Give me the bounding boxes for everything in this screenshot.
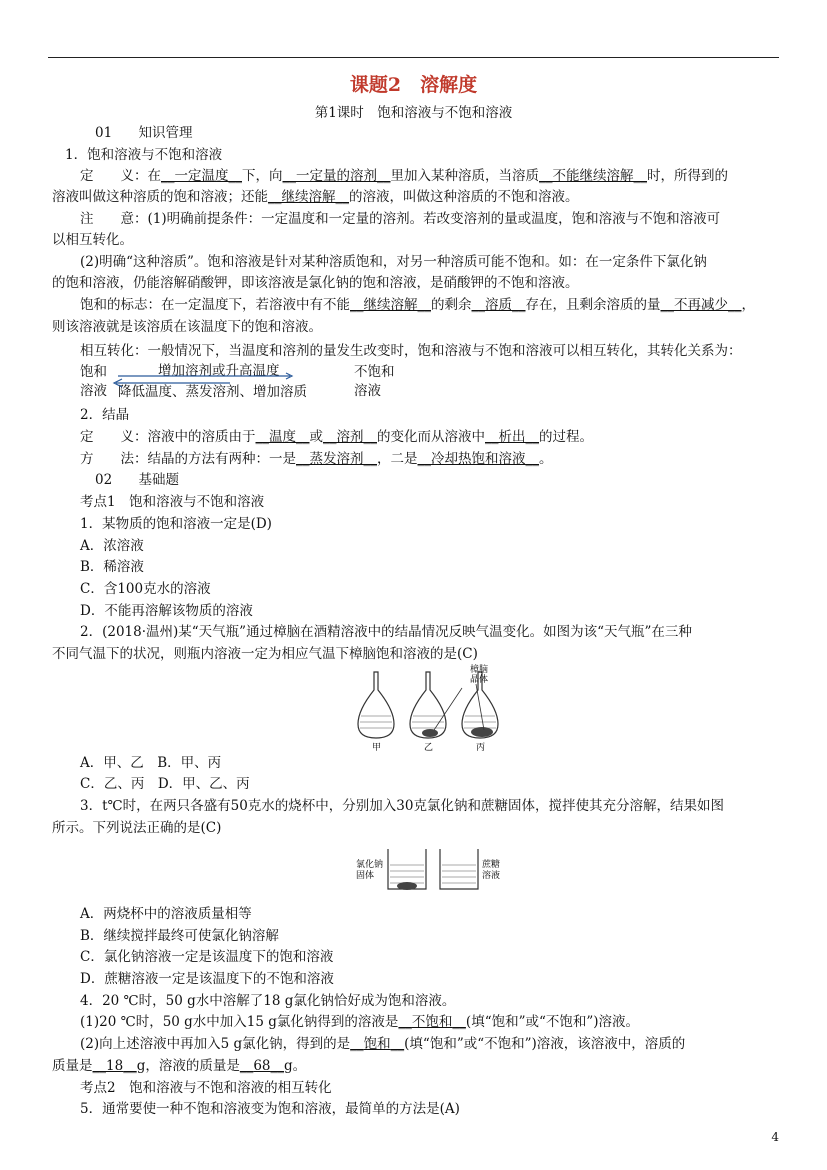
conv-left-2: 溶液 — [80, 383, 107, 399]
conv-left-1: 饱和 — [80, 364, 107, 380]
k1-mark-line2: 则该溶液就是该溶质在该温度下的饱和溶液。 — [52, 319, 322, 335]
fig-label-yi: 乙 — [424, 743, 434, 753]
page-number: 4 — [771, 1130, 779, 1144]
kp2-heading: 考点2 饱和溶液与不饱和溶液的相互转化 — [80, 1080, 332, 1096]
q4-stem: 4．20 ℃时，50 g水中溶解了18 g氯化钠恰好成为饱和溶液。 — [80, 993, 456, 1009]
k2-heading: 2．结晶 — [80, 407, 130, 423]
fig-label-solution: 溶液 — [482, 871, 501, 881]
q2-stem-2: 不同气温下的状况，则瓶内溶液一定为相应气温下樟脑饱和溶液的是(C) — [52, 646, 478, 662]
beaker-figure — [352, 845, 512, 895]
q3-option-a: A．两烧杯中的溶液质量相等 — [80, 906, 252, 922]
k1-mark-line1: 饱和的标志：在一定温度下，若溶液中有不能__继续溶解__的剩余__溶质__存在，且剩余溶质的量__不再减少__， — [80, 297, 755, 313]
section-basic — [95, 471, 179, 489]
section-knowledge — [95, 124, 192, 142]
k1-definition-line1: 定 义：在__一定温度__下，向__一定量的溶剂__里加入某种溶质，当溶质__不能继续溶解__时，所得到的 — [80, 168, 728, 184]
q4-part2: (2)向上述溶液中再加入5 g氯化钠，得到的是__饱和__(填“饱和”或“不饱和”)溶液，该溶液中，溶质的 — [80, 1036, 686, 1052]
fig-label-bing: 丙 — [476, 743, 486, 753]
fig-label-nacl: 氯化钠 — [356, 860, 384, 870]
k1-note2b: 的饱和溶液，仍能溶解硝酸钾，即该溶液是氯化钠的饱和溶液，是硝酸钾的不饱和溶液。 — [52, 275, 579, 291]
fig-label-solid: 固体 — [356, 871, 375, 881]
q2-options-ab: A．甲、乙 B．甲、丙 — [80, 755, 222, 771]
q3-option-c: C．氯化钠溶液一定是该温度下的饱和溶液 — [80, 949, 334, 965]
conv-right-1: 不饱和 — [354, 364, 395, 380]
k1-conversion: 相互转化：一般情况下，当温度和溶剂的量发生改变时，饱和溶液与不饱和溶液可以相互转化，其转化关系为： — [80, 343, 742, 359]
k1-note2: (2)明确“这种溶质”。饱和溶液是针对某种溶质饱和，对另一种溶质可能不饱和。如：在一定条件下氯化钠 — [80, 254, 707, 270]
q2-options-cd: C．乙、丙 D．甲、乙、丙 — [80, 776, 250, 792]
conversion-arrows — [110, 372, 300, 388]
conv-bottom-condition: 降低温度、蒸发溶剂、增加溶质 — [118, 384, 307, 400]
k1-note1b: 以相互转化。 — [52, 232, 133, 248]
page-subtitle: 第1课时 饱和溶液与不饱和溶液 — [314, 105, 513, 121]
k1-definition-line2: 溶液叫做这种溶质的饱和溶液；还能__继续溶解__的溶液，叫做这种溶质的不饱和溶液。 — [52, 189, 579, 205]
fig-label-crystal: 晶体 — [470, 675, 489, 685]
header-rule — [48, 57, 779, 58]
k2-method: 方 法：结晶的方法有两种：一是__蒸发溶剂__，二是__冷却热饱和溶液__。 — [80, 451, 553, 467]
q4-part1: (1)20 ℃时，50 g水中加入15 g氯化钠得到的溶液是__不饱和__(填“饱和”或“不饱和”)溶液。 — [80, 1014, 640, 1030]
k1-heading: 1．饱和溶液与不饱和溶液 — [65, 147, 223, 163]
weather-bottle-figure — [350, 662, 510, 754]
fig-label-jia: 甲 — [372, 743, 382, 753]
q3-stem-2: 所示。下列说法正确的是(C) — [52, 820, 222, 836]
q4-part2-continued: 质量是__18__g，溶液的质量是__68__g。 — [52, 1058, 307, 1074]
conv-right-2: 溶液 — [354, 383, 381, 399]
fig-label-camphor: 樟脑 — [470, 665, 489, 675]
q1-stem: 1．某物质的饱和溶液一定是(D) — [80, 516, 272, 532]
q2-stem-1: 2．(2018·温州)某“天气瓶”通过樟脑在酒精溶液中的结晶情况反映气温变化。如图为该“天气瓶”在三种 — [80, 624, 692, 640]
q1-option-d: D．不能再溶解该物质的溶液 — [80, 603, 253, 619]
q1-option-a: A．浓溶液 — [80, 538, 144, 554]
section-label: 基础题 — [138, 472, 179, 488]
q5-stem: 5．通常要使一种不饱和溶液变为饱和溶液，最简单的方法是(A) — [80, 1101, 460, 1117]
k1-note1: 注 意：(1)明确前提条件：一定温度和一定量的溶剂。若改变溶剂的量或温度，饱和溶液与不饱和溶液可 — [80, 211, 721, 227]
k2-definition: 定 义：溶液中的溶质由于__温度__或__溶剂__的变化而从溶液中__析出__的过程。 — [80, 429, 593, 445]
kp1-heading: 考点1 饱和溶液与不饱和溶液 — [80, 494, 265, 510]
q1-option-b: B．稀溶液 — [80, 559, 144, 575]
q3-option-b: B．继续搅拌最终可使氯化钠溶解 — [80, 928, 279, 944]
q3-stem-1: 3．t℃时，在两只各盛有50克水的烧杯中，分别加入30克氯化钠和蔗糖固体，搅拌使其充分溶解，结果如图 — [80, 798, 724, 814]
fig-label-sucrose: 蔗糖 — [482, 860, 501, 870]
section-number: 01 — [95, 125, 113, 141]
q3-option-d: D．蔗糖溶液一定是该温度下的不饱和溶液 — [80, 971, 334, 987]
conv-top-condition: 增加溶剂或升高温度 — [158, 363, 280, 379]
page-title: 课题2 溶解度 — [349, 74, 478, 96]
section-label: 知识管理 — [138, 125, 193, 141]
section-number: 02 — [95, 472, 113, 488]
q1-option-c: C．含100克水的溶液 — [80, 581, 211, 597]
